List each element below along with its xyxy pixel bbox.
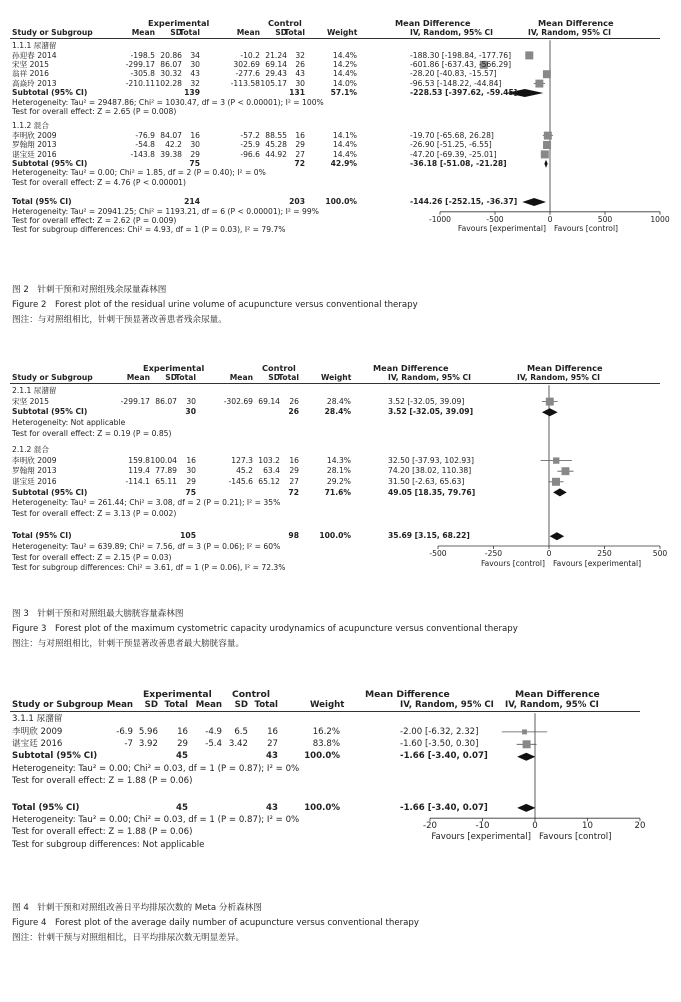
subgroup-heterogeneity: Heterogeneity: Tau² = 261.44; Chi² = 3.08, df = 2 (P = 0.21); I² = 35%	[12, 498, 281, 508]
ctl-total: 30	[295, 78, 305, 88]
header-experimental: Experimental	[148, 18, 210, 28]
total-weight: 100.0%	[304, 802, 340, 813]
study-ci: -47.20 [-69.39, -25.01]	[410, 149, 497, 159]
header-exp-total: Total	[175, 372, 196, 382]
subtotal-weight: 71.6%	[324, 487, 351, 497]
header-study: Study or Subgroup	[12, 372, 93, 382]
header-ctl-total: Total	[278, 372, 299, 382]
study-square	[525, 51, 533, 59]
header-mean-difference: Mean Difference	[395, 18, 471, 28]
subtotal-exp-total: 75	[189, 159, 200, 168]
study-ci: -96.53 [-148.22, -44.84]	[410, 78, 502, 88]
header-control: Control	[268, 18, 302, 28]
exp-total: 43	[190, 69, 200, 79]
exp-mean: -54.8	[135, 140, 155, 150]
exp-total: 16	[190, 130, 200, 140]
subtotal-label: Subtotal (95% CI)	[12, 407, 88, 417]
study-weight: 14.4%	[332, 50, 357, 60]
x-tick-label: 250	[597, 549, 612, 558]
study-square	[562, 467, 570, 475]
x-tick-label: -20	[422, 821, 438, 832]
ctl-sd: 3.42	[228, 739, 248, 749]
total-ci: -144.26 [-252.15, -36.37]	[410, 197, 518, 207]
study-ci: -19.70 [-65.68, 26.28]	[410, 130, 494, 140]
favours-left: Favours [experimental]	[431, 831, 531, 842]
subtotal-ci: 49.05 [18.35, 79.76]	[388, 487, 476, 497]
x-tick-label: 0	[547, 214, 553, 224]
ctl-sd: 103.2	[258, 455, 280, 465]
header-ctl-sd: SD	[275, 27, 287, 37]
study-square	[522, 729, 527, 734]
ctl-total: 43	[295, 69, 305, 79]
total-label: Total (95% CI)	[12, 197, 72, 207]
subgroup-heterogeneity: Heterogeneity: Tau² = 29487.86; Chi² = 1030.47, df = 3 (P < 0.00001); I² = 100%	[12, 97, 324, 107]
exp-total: 30	[186, 466, 196, 476]
study-square	[535, 80, 543, 88]
subgroup-heterogeneity: Heterogeneity: Tau² = 0.00; Chi² = 0.03, df = 1 (P = 0.87); I² = 0%	[12, 763, 300, 774]
subtotal-ctl-total: 72	[294, 159, 305, 168]
header-exp-mean: Mean	[126, 372, 150, 382]
total-heterogeneity: Heterogeneity: Tau² = 639.89; Chi² = 7.56, df = 3 (P = 0.06); I² = 60%	[12, 542, 281, 551]
subgroup-differences: Test for subgroup differences: Not applicable	[12, 839, 205, 850]
header-exp-mean: Mean	[106, 699, 133, 710]
total-ctl-total: 203	[289, 197, 305, 207]
exp-sd: 42.2	[165, 140, 182, 150]
total-ctl-total: 98	[288, 531, 299, 541]
ctl-sd: 21.24	[265, 50, 287, 60]
study-weight: 83.8%	[312, 739, 340, 749]
ctl-total: 32	[295, 50, 305, 60]
ctl-mean: -145.6	[228, 477, 253, 486]
study-name: 翁祥 2016	[12, 69, 49, 79]
exp-mean: -6.9	[116, 726, 133, 737]
study-square	[541, 150, 549, 158]
total-label: Total (95% CI)	[12, 531, 72, 541]
total-heterogeneity: Heterogeneity: Tau² = 0.00; Chi² = 0.03, df = 1 (P = 0.87); I² = 0%	[12, 815, 300, 825]
study-name: 谌宝廷 2016	[12, 477, 57, 486]
header-method: IV, Random, 95% CI	[388, 372, 471, 382]
ctl-mean: -10.2	[240, 50, 260, 60]
summary-diamond	[542, 408, 558, 416]
caption-note: 图注：针刺干预与对照组相比，日平均排尿次数无明显差异。	[12, 933, 245, 943]
study-name: 谌宝廷 2016	[12, 149, 57, 159]
total-exp-total: 45	[176, 802, 188, 813]
ctl-total: 16	[295, 130, 305, 140]
x-tick-label: 500	[597, 214, 613, 224]
subtotal-label: Subtotal (95% CI)	[12, 88, 88, 98]
study-weight: 14.0%	[332, 78, 357, 88]
subgroup-overall-effect: Test for overall effect: Z = 4.76 (P < 0.00001)	[12, 177, 186, 187]
exp-mean: -305.8	[130, 69, 155, 79]
total-heterogeneity: Heterogeneity: Tau² = 20941.25; Chi² = 1193.21, df = 6 (P < 0.00001); I² = 99%	[12, 206, 319, 216]
favours-right: Favours [control]	[539, 831, 612, 842]
subtotal-exp-total: 45	[176, 751, 188, 762]
subgroup-label: 3.1.1 尿潴留	[12, 714, 63, 725]
exp-mean: -114.1	[125, 477, 150, 486]
study-ci: 3.52 [-32.05, 39.09]	[388, 396, 465, 406]
exp-mean: -299.17	[125, 60, 155, 69]
caption-note: 图注：与对照组相比，针刺干预显著改善患者最大膀胱容量。	[12, 639, 245, 649]
header-exp-sd: SD	[170, 27, 182, 37]
exp-sd: 39.38	[160, 149, 182, 159]
exp-total: 32	[190, 78, 200, 88]
caption-en: Figure 2 Forest plot of the residual urine volume of acupuncture versus conventional therapy	[12, 300, 418, 310]
study-ci: -188.30 [-198.84, -177.76]	[410, 50, 512, 60]
subgroup-overall-effect: Test for overall effect: Z = 2.65 (P = 0.008)	[12, 107, 177, 116]
study-weight: 28.1%	[326, 466, 351, 476]
study-square	[543, 141, 551, 149]
study-name: 李明欣 2009	[12, 130, 57, 140]
total-exp-total: 214	[184, 197, 200, 207]
subtotal-ci: 3.52 [-32.05, 39.09]	[388, 407, 474, 417]
caption-en: Figure 3 Forest plot of the maximum cystometric capacity urodynamics of acupuncture versus conventional therapy	[12, 624, 518, 634]
ctl-sd: 44.92	[265, 149, 287, 159]
forest-figure-4	[0, 682, 681, 964]
subgroup-label: 2.1.1 尿潴留	[12, 386, 57, 396]
subtotal-ctl-total: 43	[266, 751, 278, 762]
summary-diamond	[522, 198, 546, 206]
subtotal-weight: 42.9%	[330, 159, 357, 168]
study-weight: 14.4%	[332, 149, 357, 159]
total-overall-effect: Test for overall effect: Z = 2.62 (P = 0.009)	[12, 216, 177, 225]
summary-diamond	[550, 532, 564, 540]
subgroup-overall-effect: Test for overall effect: Z = 1.88 (P = 0.06)	[12, 776, 193, 787]
exp-sd: 5.96	[138, 726, 158, 737]
summary-diamond	[517, 753, 535, 761]
subtotal-ctl-total: 72	[288, 487, 299, 497]
study-ci: 32.50 [-37.93, 102.93]	[388, 455, 474, 465]
header-experimental: Experimental	[143, 363, 205, 373]
study-name: 宋坚 2015	[12, 60, 49, 69]
x-tick-label: 500	[652, 549, 668, 558]
study-weight: 14.4%	[332, 69, 357, 79]
ctl-mean: -5.4	[205, 739, 222, 749]
ctl-mean: 127.3	[231, 455, 253, 465]
subtotal-weight: 28.4%	[324, 407, 351, 417]
subgroup-label: 2.1.2 混合	[12, 445, 49, 455]
header-ctl-sd: SD	[234, 699, 248, 710]
caption-cn: 图 3 针刺干预和对照组最大膀胱容量森林图	[12, 609, 184, 619]
subgroup-differences: Test for subgroup differences: Chi² = 4.93, df = 1 (P = 0.03), I² = 79.7%	[12, 225, 286, 235]
x-tick-label: 0	[532, 821, 538, 832]
ctl-mean: -302.69	[223, 396, 253, 406]
subgroup-overall-effect: Test for overall effect: Z = 0.19 (P = 0.85)	[12, 428, 172, 438]
study-ci: -1.60 [-3.50, 0.30]	[400, 739, 479, 749]
exp-sd: 65.11	[155, 477, 177, 486]
exp-mean: 159.8	[128, 455, 150, 465]
study-name: 罗翰翔 2013	[12, 140, 57, 150]
ctl-total: 29	[289, 466, 299, 476]
subtotal-exp-total: 139	[184, 88, 200, 98]
ctl-total: 26	[295, 60, 305, 69]
header-weight: Weight	[310, 699, 345, 710]
ctl-total: 16	[289, 455, 299, 465]
subtotal-ci: -1.66 [-3.40, 0.07]	[400, 751, 488, 762]
exp-total: 30	[190, 60, 200, 69]
exp-total: 30	[186, 396, 196, 406]
header-ctl-mean: Mean	[236, 27, 260, 37]
header-exp-total: Total	[164, 699, 188, 710]
x-tick-label: -1000	[428, 214, 452, 224]
subtotal-label: Subtotal (95% CI)	[12, 751, 98, 762]
x-tick-label: -10	[475, 821, 490, 832]
study-ci: -601.86 [-637.43, -566.29]	[410, 60, 512, 69]
study-ci: -26.90 [-51.25, -6.55]	[410, 140, 492, 150]
subgroup-heterogeneity: Heterogeneity: Not applicable	[12, 418, 126, 427]
x-tick-label: 1000	[650, 214, 670, 224]
ctl-total: 27	[289, 477, 299, 486]
study-name: 谌宝廷 2016	[12, 739, 63, 749]
header-method-plot: IV, Random, 95% CI	[505, 699, 599, 710]
study-ci: -2.00 [-6.32, 2.32]	[400, 726, 479, 737]
total-exp-total: 105	[180, 531, 196, 541]
exp-total: 30	[190, 140, 200, 150]
header-control: Control	[232, 689, 270, 700]
study-square	[553, 457, 559, 463]
study-weight: 28.4%	[326, 396, 351, 406]
study-square	[544, 132, 552, 140]
exp-total: 29	[177, 739, 188, 749]
study-name: 李明欣 2009	[12, 726, 63, 737]
ctl-sd: 29.43	[265, 69, 287, 79]
header-mean-difference-plot: Mean Difference	[515, 689, 600, 700]
exp-total: 29	[190, 149, 200, 159]
header-mean-difference: Mean Difference	[373, 363, 449, 373]
header-weight: Weight	[321, 372, 352, 382]
caption-en: Figure 4 Forest plot of the average daily number of acupuncture versus conventional therapy	[12, 918, 419, 928]
study-weight: 29.2%	[326, 477, 351, 486]
exp-sd: 3.92	[138, 739, 158, 749]
total-label: Total (95% CI)	[12, 802, 80, 813]
ctl-total: 16	[267, 726, 278, 737]
header-ctl-sd: SD	[268, 372, 280, 382]
header-ctl-mean: Mean	[229, 372, 253, 382]
header-exp-sd: SD	[165, 372, 177, 382]
summary-diamond	[553, 488, 567, 496]
total-overall-effect: Test for overall effect: Z = 2.15 (P = 0.03)	[12, 552, 172, 562]
study-weight: 16.2%	[312, 726, 340, 737]
total-ci: 35.69 [3.15, 68.22]	[388, 531, 470, 541]
exp-total: 34	[190, 50, 200, 60]
study-ci: 31.50 [-2.63, 65.63]	[388, 477, 465, 486]
total-weight: 100.0%	[319, 531, 351, 541]
header-weight: Weight	[327, 27, 358, 37]
ctl-total: 27	[295, 149, 305, 159]
x-tick-label: -500	[429, 549, 447, 558]
header-control: Control	[262, 363, 296, 373]
summary-diamond	[517, 804, 535, 812]
subtotal-label: Subtotal (95% CI)	[12, 487, 88, 497]
study-square	[523, 740, 531, 748]
x-tick-label: 20	[634, 821, 646, 832]
exp-mean: -143.8	[130, 149, 155, 159]
study-square	[546, 398, 554, 406]
ctl-total: 26	[289, 396, 299, 406]
subgroup-heterogeneity: Heterogeneity: Tau² = 0.00; Chi² = 1.85, df = 2 (P = 0.40); I² = 0%	[12, 168, 266, 178]
subtotal-ctl-total: 26	[288, 407, 299, 417]
subtotal-ctl-total: 131	[289, 88, 305, 98]
header-mean-difference-plot: Mean Difference	[527, 363, 603, 373]
header-study: Study or Subgroup	[12, 699, 104, 710]
header-experimental: Experimental	[143, 689, 212, 700]
total-overall-effect: Test for overall effect: Z = 1.88 (P = 0.06)	[12, 827, 193, 838]
forest-figure-3	[0, 352, 681, 670]
exp-sd: 86.07	[155, 396, 177, 406]
favours-left: Favours [experimental]	[457, 224, 546, 234]
exp-sd: 77.89	[155, 466, 177, 476]
subtotal-exp-total: 30	[185, 407, 196, 417]
subtotal-ci: -36.18 [-51.08, -21.28]	[410, 159, 507, 168]
ctl-sd: 69.14	[258, 396, 280, 406]
header-method: IV, Random, 95% CI	[410, 27, 493, 37]
header-ctl-total: Total	[254, 699, 278, 710]
exp-total: 16	[186, 455, 196, 465]
study-weight: 14.1%	[332, 130, 357, 140]
x-tick-label: 0	[546, 549, 552, 558]
x-tick-label: 10	[582, 821, 593, 832]
subtotal-weight: 57.1%	[330, 88, 357, 98]
subgroup-differences: Test for subgroup differences: Chi² = 3.61, df = 1 (P = 0.06), I² = 72.3%	[12, 563, 286, 573]
subtotal-weight: 100.0%	[304, 751, 340, 762]
header-ctl-mean: Mean	[195, 699, 222, 710]
exp-total: 29	[186, 477, 196, 486]
header-exp-mean: Mean	[131, 27, 155, 37]
ctl-mean: -4.9	[205, 726, 222, 737]
ctl-sd: 6.5	[234, 726, 248, 737]
ctl-mean: -113.58	[230, 78, 260, 88]
header-mean-difference-plot: Mean Difference	[538, 18, 614, 28]
exp-mean: -299.17	[120, 396, 150, 406]
ctl-mean: -96.6	[240, 149, 260, 159]
subtotal-ci: -228.53 [-397.62, -59.45]	[410, 88, 518, 98]
caption-cn: 图 2 针刺干预和对照组残余尿量森林图	[12, 285, 167, 295]
study-name: 罗翰翔 2013	[12, 466, 57, 476]
subtotal-label: Subtotal (95% CI)	[12, 159, 88, 168]
exp-sd: 86.07	[160, 60, 182, 69]
exp-sd: 102.28	[155, 78, 182, 88]
ctl-mean: -57.2	[240, 130, 260, 140]
exp-sd: 84.07	[160, 130, 182, 140]
exp-mean: -7	[124, 739, 133, 749]
ctl-sd: 105.17	[260, 78, 287, 88]
exp-sd: 100.04	[150, 455, 177, 465]
ctl-sd: 45.28	[265, 140, 287, 150]
study-name: 高焱玲 2013	[12, 78, 57, 88]
ctl-mean: 302.69	[233, 60, 260, 69]
study-ci: 74.20 [38.02, 110.38]	[388, 466, 472, 476]
exp-total: 16	[177, 726, 188, 737]
total-weight: 100.0%	[325, 197, 357, 207]
total-ctl-total: 43	[266, 802, 278, 813]
favours-left: Favours [control]	[480, 558, 545, 568]
forest-figure-2	[0, 0, 681, 340]
header-exp-sd: SD	[144, 699, 158, 710]
exp-sd: 20.86	[160, 50, 182, 60]
study-square	[543, 70, 551, 78]
x-tick-label: -250	[484, 549, 503, 558]
study-square	[552, 478, 560, 486]
subgroup-overall-effect: Test for overall effect: Z = 3.13 (P = 0.002)	[12, 508, 177, 518]
header-method-plot: IV, Random, 95% CI	[517, 372, 600, 382]
caption-cn: 图 4 针刺干预和对照组改善日平均排尿次数的 Meta 分析森林图	[12, 903, 262, 913]
subtotal-exp-total: 75	[185, 487, 196, 497]
favours-right: Favours [experimental]	[553, 558, 642, 568]
ctl-total: 29	[295, 140, 305, 150]
study-weight: 14.3%	[326, 455, 351, 465]
exp-mean: 119.4	[128, 466, 150, 476]
ctl-mean: -25.9	[240, 140, 260, 150]
header-method-plot: IV, Random, 95% CI	[528, 27, 611, 37]
header-ctl-total: Total	[284, 27, 305, 37]
exp-mean: -210.11	[125, 78, 155, 88]
ctl-mean: 45.2	[236, 466, 253, 476]
summary-diamond	[544, 160, 547, 168]
ctl-sd: 88.55	[265, 130, 287, 140]
subgroup-label: 1.1.2 混合	[12, 121, 49, 131]
favours-right: Favours [control]	[554, 224, 619, 234]
x-tick-label: -500	[486, 214, 504, 224]
total-ci: -1.66 [-3.40, 0.07]	[400, 802, 488, 813]
ctl-sd: 69.14	[265, 60, 287, 69]
study-weight: 14.4%	[332, 140, 357, 150]
exp-mean: -198.5	[130, 50, 155, 60]
study-ci: -28.20 [-40.83, -15.57]	[410, 69, 497, 79]
study-weight: 14.2%	[332, 60, 357, 69]
study-name: 宋坚 2015	[12, 396, 49, 406]
exp-mean: -76.9	[135, 130, 155, 140]
header-exp-total: Total	[179, 27, 200, 37]
study-name: 李明欣 2009	[12, 455, 57, 465]
ctl-sd: 63.4	[263, 466, 280, 476]
exp-sd: 30.32	[160, 69, 182, 79]
subgroup-label: 1.1.1 尿潴留	[12, 41, 57, 51]
study-name: 孙迎春 2014	[12, 50, 57, 60]
header-mean-difference: Mean Difference	[365, 689, 450, 700]
caption-note: 图注：与对照组相比，针刺干预显著改善患者残余尿量。	[12, 315, 227, 325]
header-method: IV, Random, 95% CI	[400, 699, 494, 710]
ctl-sd: 65.12	[258, 477, 280, 486]
ctl-total: 27	[267, 739, 278, 749]
header-study: Study or Subgroup	[12, 27, 93, 37]
ctl-mean: -277.6	[235, 69, 260, 79]
